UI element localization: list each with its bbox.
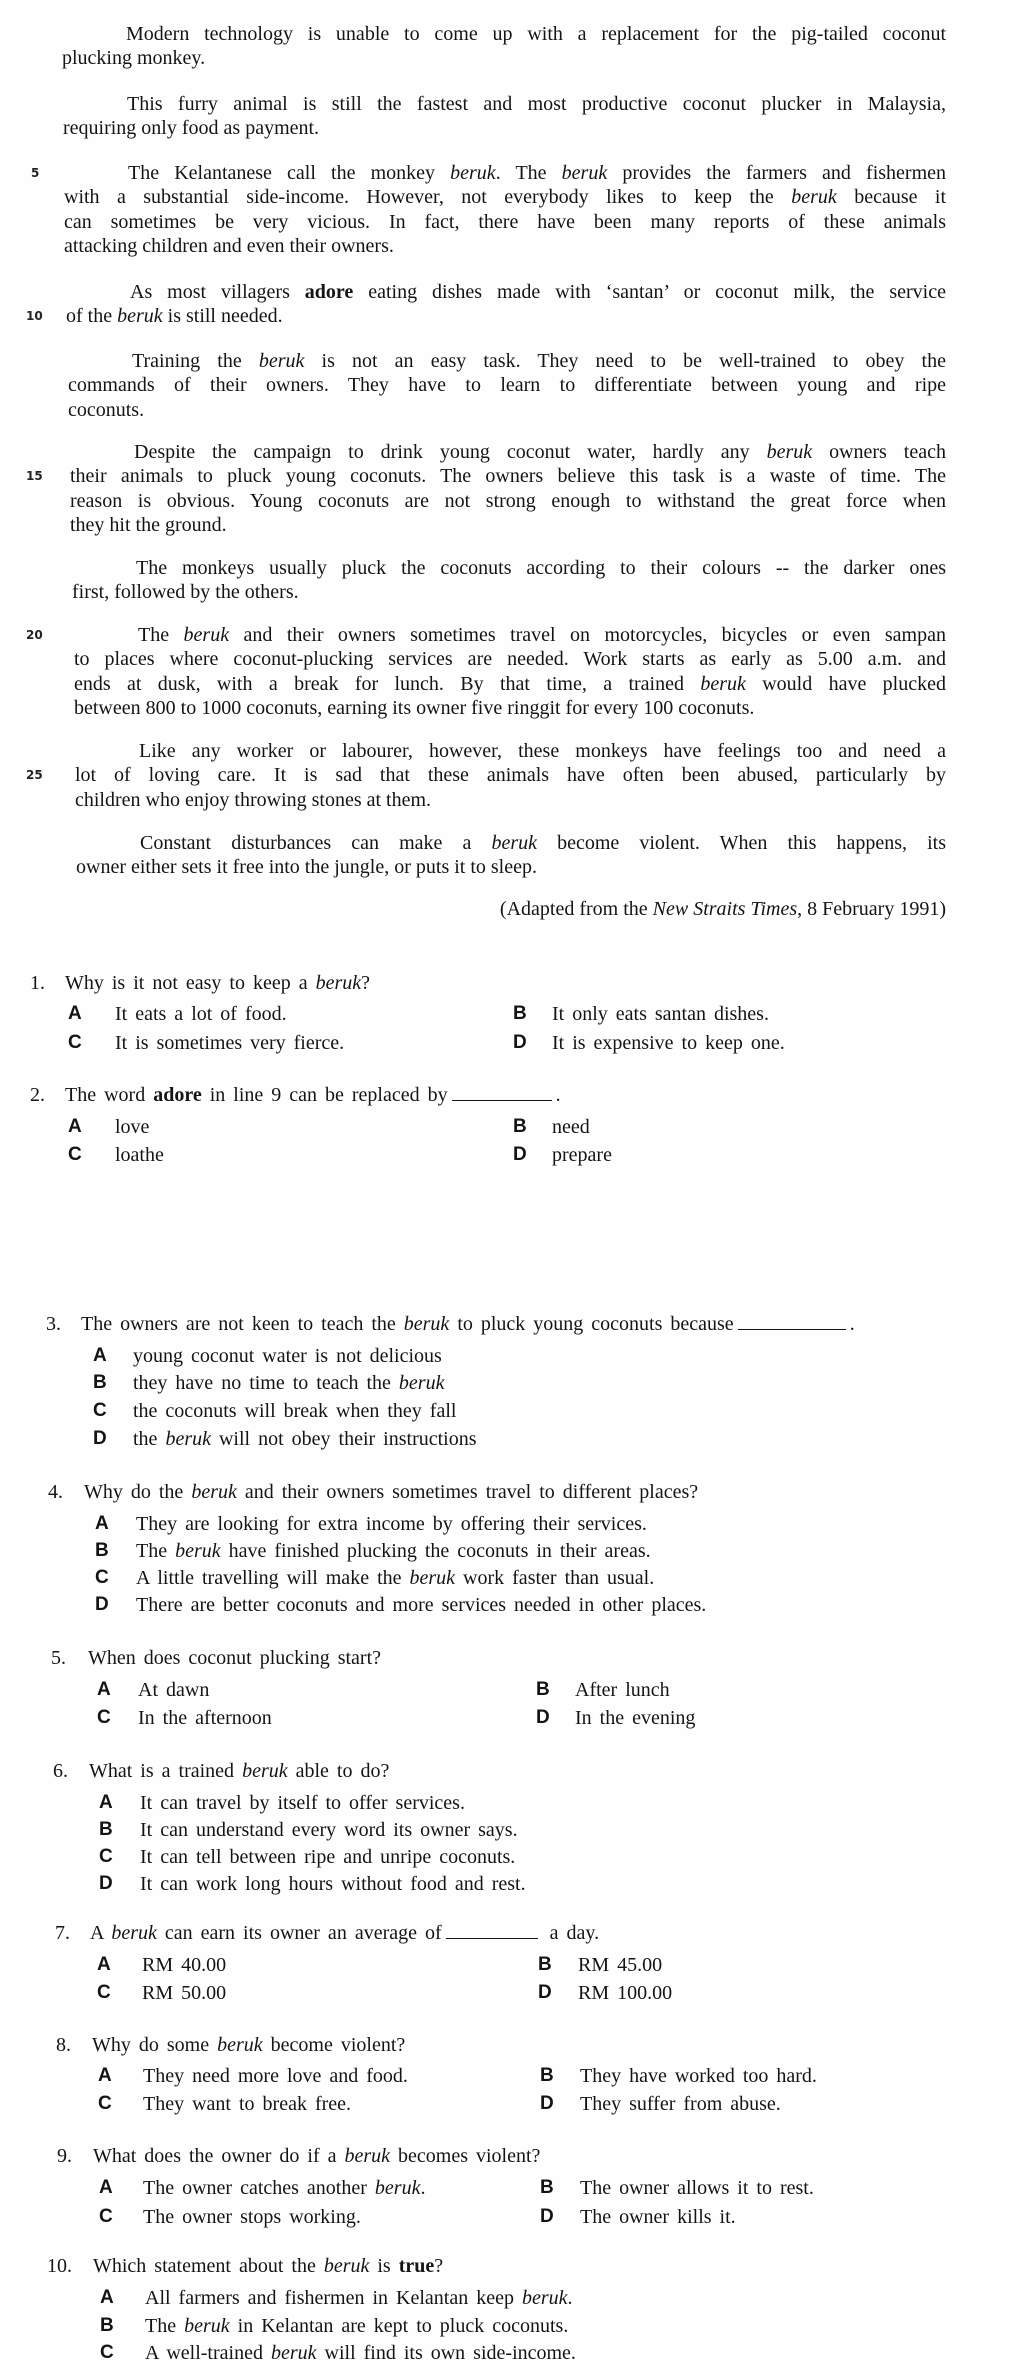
text-segment: would have plucked (745, 672, 946, 695)
option-text: It only eats santan dishes. (552, 1003, 769, 1025)
italic-text: beruk (700, 672, 746, 695)
option-letter: D (99, 1873, 113, 1894)
option-text: After lunch (575, 1679, 670, 1701)
question-suffix: a day. (541, 1922, 600, 1944)
option-letter: C (98, 2093, 112, 2114)
text-segment: ? (361, 972, 371, 994)
text-segment: in Kelantan are kept to pluck coconuts. (229, 2315, 569, 2337)
option-letter: B (538, 1954, 552, 1975)
italic-text: beruk (117, 305, 163, 328)
option-letter: D (540, 2206, 554, 2227)
option-text (143, 2176, 425, 2200)
passage-line: attacking children and even their owners. (64, 235, 394, 258)
text-segment: becomes violent? (390, 2145, 541, 2167)
question-text (89, 1759, 389, 1783)
text-segment: The (145, 2315, 185, 2337)
question-stem (84, 1481, 698, 1503)
option-text: There are better coconuts and more services needed in other places. (136, 1594, 707, 1616)
option-text: young coconut water is not delicious (133, 1345, 442, 1367)
option-text (133, 1371, 444, 1395)
text-segment: The word (65, 1084, 154, 1106)
option-letter: D (93, 1428, 107, 1449)
bold-text: true (398, 2255, 435, 2277)
passage-line: owner either sets it free into the jungle, or puts it to sleep. (76, 856, 537, 879)
passage-line: requiring only food as payment. (63, 117, 320, 140)
italic-text: beruk (217, 2034, 263, 2056)
text-segment: The (136, 1540, 176, 1562)
line-number: 15 (26, 469, 43, 484)
italic-text: beruk (323, 2255, 370, 2277)
text-segment: work faster than usual. (455, 1567, 655, 1589)
passage-line: coconuts. (68, 398, 145, 421)
source-citation (500, 897, 946, 921)
option-text (133, 1427, 477, 1451)
option-text: love (115, 1116, 150, 1138)
question-stem (81, 1313, 734, 1335)
text-segment: of the (66, 305, 118, 328)
passage-line: Like any worker or labourer, however, these monkeys have feelings too and need a (139, 740, 946, 762)
option-text: RM 50.00 (142, 1982, 227, 2004)
passage-line (66, 304, 283, 328)
text-segment: Constant disturbances can make a (140, 832, 492, 854)
question-number: 4. (48, 1481, 63, 1503)
text-segment: ? (434, 2255, 444, 2277)
option-letter: C (97, 1982, 111, 2003)
passage-line: commands of their owners. They have to learn to differentiate between young and ripe (68, 374, 946, 397)
option-letter: A (95, 1513, 109, 1534)
question-stem (65, 972, 370, 994)
question-number: 10. (47, 2255, 72, 2277)
passage-line (134, 440, 946, 464)
question-stem (65, 1084, 448, 1106)
text-segment: is (369, 2255, 399, 2277)
passage-line: children who enjoy throwing stones at them. (75, 788, 432, 811)
passage-line (138, 623, 946, 647)
text-segment: Why do the (84, 1481, 192, 1503)
passage-line: lot of loving care. It is sad that these animals have often been abused, particularly by (75, 764, 946, 787)
text-segment: What does the owner do if a (93, 2145, 345, 2167)
text-segment: What is a trained (89, 1760, 243, 1782)
answer-blank[interactable] (738, 1313, 846, 1330)
text-segment: The Kelantanese call the monkey (128, 162, 451, 184)
option-letter: A (100, 2287, 114, 2308)
option-letter: A (97, 1954, 111, 1975)
italic-text: beruk (398, 1372, 445, 1394)
text-segment: . (420, 2177, 426, 2199)
option-letter: D (540, 2093, 554, 2114)
option-letter: B (95, 1540, 109, 1561)
question-number: 5. (51, 1647, 66, 1669)
option-letter: D (513, 1032, 527, 1053)
option-letter: B (513, 1003, 527, 1024)
option-text (136, 1566, 654, 1590)
option-text: prepare (552, 1144, 612, 1166)
option-text: RM 45.00 (578, 1954, 663, 1976)
option-letter: B (540, 2065, 554, 2086)
option-letter: C (95, 1567, 109, 1588)
text-segment: All farmers and fishermen in Kelantan keep (145, 2287, 522, 2309)
italic-text: beruk (561, 162, 608, 184)
text-segment: Which statement about the (93, 2255, 324, 2277)
option-text: It can tell between ripe and unripe coconuts. (140, 1846, 516, 1868)
option-letter: C (97, 1707, 111, 1728)
passage-line: they hit the ground. (70, 514, 227, 537)
option-text: RM 40.00 (142, 1954, 227, 1976)
question-number: 6. (53, 1760, 68, 1782)
text-segment: Why do some (92, 2034, 218, 2056)
text-segment: will not obey their instructions (210, 1428, 477, 1450)
option-text (145, 2314, 568, 2338)
italic-text: beruk (766, 441, 813, 463)
question-stem (90, 1922, 442, 1944)
question-text (65, 1083, 561, 1107)
italic-text: beruk (111, 1922, 157, 1944)
option-letter: B (100, 2315, 114, 2336)
text-segment: As most villagers (130, 281, 305, 303)
text-segment: A well-trained (145, 2342, 271, 2364)
italic-text: beruk (184, 2315, 230, 2337)
text-segment: they have no time to teach the (133, 1372, 399, 1394)
question-text (81, 1312, 855, 1336)
option-text: They want to break free. (143, 2093, 352, 2115)
option-text (145, 2286, 573, 2310)
passage-line: can sometimes be very vicious. In fact, there have been many reports of these animals (64, 210, 946, 233)
option-letter: A (68, 1116, 82, 1137)
option-text (136, 1539, 651, 1563)
line-number: 25 (26, 768, 43, 783)
question-text (84, 1480, 698, 1504)
option-letter: C (99, 1846, 113, 1867)
passage-line: This furry animal is still the fastest and most productive coconut plucker in Malaysia, (127, 93, 946, 115)
option-text: They are looking for extra income by offering their services. (136, 1513, 647, 1535)
text-segment: The (138, 624, 184, 646)
text-segment: eating dishes made with ‘santan’ or coconut milk, the service (353, 281, 946, 303)
text-segment: have finished plucking the coconuts in their areas. (220, 1540, 651, 1562)
option-letter: C (68, 1032, 82, 1053)
text-segment: to pluck young coconuts because (449, 1313, 734, 1335)
answer-blank[interactable] (446, 1922, 538, 1939)
question-stem: When does coconut plucking start? (88, 1647, 382, 1669)
option-text: The owner stops working. (143, 2206, 361, 2228)
option-text: In the evening (575, 1707, 696, 1729)
line-number: 10 (26, 309, 43, 324)
text-segment: Why is it not easy to keep a (65, 972, 316, 994)
option-letter: B (513, 1116, 527, 1137)
passage-line: their animals to pluck young coconuts. The owners believe this task is a waste of time. The (70, 465, 946, 488)
question-stem (93, 2145, 540, 2167)
option-text: The owner allows it to rest. (580, 2177, 814, 2199)
option-letter: A (97, 1679, 111, 1700)
italic-text: beruk (344, 2145, 391, 2167)
question-number: 7. (55, 1922, 70, 1944)
italic-text: beruk (315, 972, 362, 994)
passage-line: Modern technology is unable to come up with a replacement for the pig-tailed coconut (126, 23, 946, 45)
option-letter: C (100, 2342, 114, 2363)
line-number: 20 (26, 628, 43, 642)
text-segment: (Adapted from the (499, 898, 653, 920)
text-segment: , 8 February 1991) (797, 898, 946, 920)
passage-line (64, 185, 946, 209)
option-letter: B (540, 2177, 554, 2198)
option-letter: B (93, 1372, 107, 1393)
question-text (93, 2254, 443, 2278)
option-letter: B (536, 1679, 550, 1700)
option-letter: D (538, 1982, 552, 2003)
question-number: 9. (57, 2145, 72, 2167)
text-segment: Training the (132, 350, 259, 372)
option-text: need (552, 1116, 590, 1138)
option-letter: C (99, 2206, 113, 2227)
passage-line (128, 161, 946, 185)
question-number: 8. (56, 2034, 71, 2056)
italic-text: beruk (491, 832, 538, 854)
question-text (93, 2144, 540, 2168)
option-text: They need more love and food. (143, 2065, 408, 2087)
answer-blank[interactable] (452, 1084, 552, 1101)
option-letter: C (68, 1144, 82, 1165)
text-segment: A little travelling will make the (136, 1567, 410, 1589)
option-letter: C (93, 1400, 107, 1421)
question-number: 3. (46, 1313, 61, 1335)
text-segment: ends at dusk, with a break for lunch. By that time, a trained (74, 672, 701, 695)
question-text (88, 1646, 381, 1670)
line-number: 5 (31, 166, 40, 180)
text-segment: . The (495, 162, 562, 184)
question-suffix: . (555, 1084, 561, 1106)
text-segment: and their owners sometimes travel on motorcycles, bicycles or even sampan (229, 624, 946, 646)
option-text: They have worked too hard. (580, 2065, 817, 2087)
option-text: RM 100.00 (578, 1982, 673, 2004)
text-segment: is not an easy task. They need to be well-trained to obey the (304, 350, 946, 372)
text-segment: is still needed. (162, 305, 283, 328)
italic-text: beruk (175, 1540, 221, 1562)
italic-text: New Straits Times (652, 898, 798, 920)
text-segment: owners teach (812, 441, 946, 463)
text-segment: provides the farmers and fishermen (607, 162, 946, 184)
bold-text: adore (153, 1084, 202, 1106)
option-letter: B (99, 1819, 113, 1840)
option-text: It can work long hours without food and rest. (140, 1873, 526, 1895)
text-segment: . (567, 2287, 573, 2309)
italic-text: beruk (165, 1428, 211, 1450)
text-segment: will find its own side-income. (316, 2342, 576, 2364)
option-letter: A (93, 1345, 107, 1366)
text-segment: Despite the campaign to drink young coconut water, hardly any (134, 441, 767, 463)
option-text: It is expensive to keep one. (552, 1032, 785, 1054)
passage-line: plucking monkey. (62, 47, 206, 70)
text-segment: because it (836, 186, 946, 209)
italic-text: beruk (374, 2177, 421, 2199)
passage-line: reason is obvious. Young coconuts are not strong enough to withstand the great force when (70, 489, 946, 512)
text-segment: with a substantial side-income. However, not everybody likes to keep the (64, 186, 792, 209)
passage-line (140, 831, 946, 855)
text-segment: A (90, 1922, 112, 1944)
option-letter: A (99, 2177, 113, 2198)
italic-text: beruk (409, 1567, 456, 1589)
bold-text: adore (304, 281, 354, 303)
text-segment: become violent? (262, 2034, 406, 2056)
option-text: The owner kills it. (580, 2206, 736, 2228)
text-segment: The owners are not keen to teach the (81, 1313, 404, 1335)
option-text (145, 2341, 576, 2365)
text-segment: able to do? (287, 1760, 390, 1782)
question-suffix: . (849, 1313, 855, 1335)
question-number: 1. (30, 972, 45, 994)
question-stem (93, 2255, 443, 2277)
question-stem (92, 2034, 405, 2056)
passage-line (132, 349, 946, 373)
italic-text: beruk (258, 350, 305, 372)
option-text: It can understand every word its owner says. (140, 1819, 518, 1841)
italic-text: beruk (521, 2287, 568, 2309)
text-segment: and their owners sometimes travel to different places? (236, 1481, 699, 1503)
question-stem (89, 1760, 389, 1782)
passage-line: to places where coconut-plucking services are needed. Work starts as early as 5.00 a.m. and (74, 648, 946, 671)
italic-text: beruk (270, 2342, 317, 2364)
question-text (90, 1921, 599, 1945)
passage-line: first, followed by the others. (72, 581, 299, 604)
option-letter: D (536, 1707, 550, 1728)
text-segment: The owner catches another (143, 2177, 375, 2199)
option-letter: A (68, 1003, 82, 1024)
question-number: 2. (30, 1084, 45, 1106)
option-text: They suffer from abuse. (580, 2093, 781, 2115)
text-segment: the (133, 1428, 166, 1450)
passage-line (74, 672, 946, 696)
italic-text: beruk (791, 186, 837, 209)
italic-text: beruk (191, 1481, 237, 1503)
option-text: the coconuts will break when they fall (133, 1400, 457, 1422)
question-text (92, 2033, 405, 2057)
italic-text: beruk (242, 1760, 288, 1782)
italic-text: beruk (450, 162, 496, 184)
option-text: It can travel by itself to offer services. (140, 1792, 465, 1814)
option-letter: A (98, 2065, 112, 2086)
italic-text: beruk (183, 624, 230, 646)
passage-line (130, 280, 946, 304)
option-text: loathe (115, 1144, 164, 1166)
option-text: At dawn (138, 1679, 210, 1701)
option-letter: D (95, 1594, 109, 1615)
text-segment: in line 9 can be replaced by (201, 1084, 448, 1106)
option-text: It eats a lot of food. (115, 1003, 287, 1025)
text-segment: become violent. When this happens, its (537, 832, 946, 854)
question-text (65, 971, 370, 995)
passage-line: The monkeys usually pluck the coconuts according to their colours -- the darker ones (136, 557, 946, 579)
text-segment: can earn its owner an average of (156, 1922, 442, 1944)
italic-text: beruk (403, 1313, 450, 1335)
passage-line: between 800 to 1000 coconuts, earning its owner five ringgit for every 100 coconuts. (74, 697, 755, 720)
option-text: It is sometimes very fierce. (115, 1032, 345, 1054)
option-letter: A (99, 1792, 113, 1813)
option-text: In the afternoon (138, 1707, 272, 1729)
option-letter: D (513, 1144, 527, 1165)
